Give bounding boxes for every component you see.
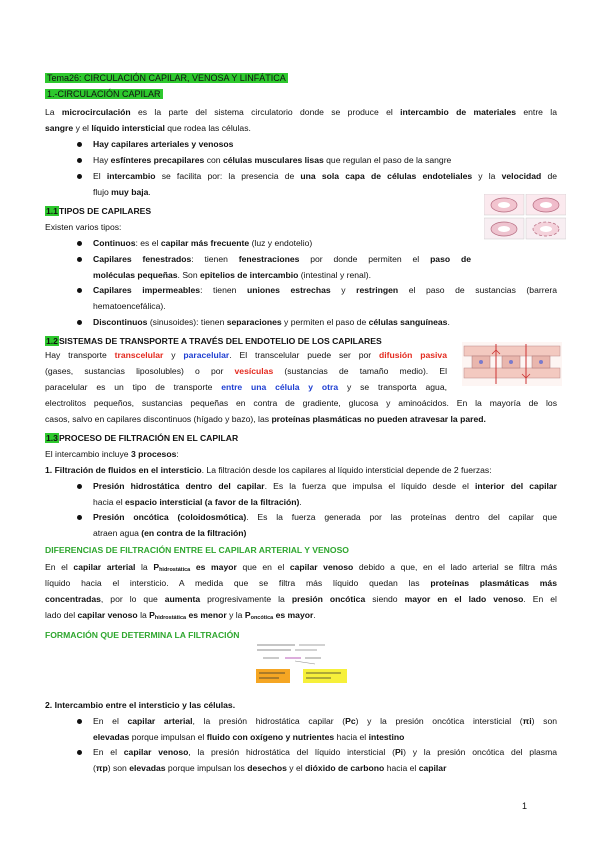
type-fenestrados: Capilares fenestrados: tienen fenestraciones por donde permiten el paso de	[93, 254, 471, 264]
intro-line-2: sangre y el líquido intersticial que rodea las células.	[45, 123, 251, 133]
bullet-text: El intercambio se facilita por: la presencia de una sola capa de células endoteliales y la velocidad de	[93, 171, 558, 181]
exchange-venoso-cont: (πp) son elevadas porque impulsan los desechos y el dióxido de carbono hacia el capilar	[93, 763, 447, 773]
filtration-intro: El intercambio incluye 3 procesos:	[45, 449, 179, 459]
bullet-dot	[77, 750, 82, 755]
intro-line-1: La microcirculación es la parte del sistema circulatorio donde se produce el intercambio de materiales entre la	[45, 107, 557, 117]
transport-line-3: paracelular es un tipo de transporte entre una célula y otra y se transporta agua,	[45, 382, 447, 392]
section-1-1-heading: 1.1TIPOS DE CAPILARES	[46, 206, 152, 216]
filtration-process-1: 1. Filtración de fluidos en el intersticio. La filtración desde los capilares al líquido intersticial depende de 2 fuerzas:	[45, 465, 492, 475]
bullet-text: Hay capilares arteriales y venosos	[93, 139, 234, 149]
bullet-text-cont: flujo muy baja.	[93, 187, 151, 197]
transport-line-1: Hay transporte transcelular y paracelular. El transcelular puede ser por difusión pasiva	[45, 350, 447, 360]
section-title: 1.-CIRCULACIÓN CAPILAR	[47, 89, 161, 99]
bullet-dot	[77, 320, 82, 325]
force-oncotica: Presión oncótica (coloidosmótica). Es la fuerza generada por las proteínas dentro del capilar que	[93, 512, 557, 522]
capillary-types-figure	[484, 194, 566, 240]
exchange-heading: 2. Intercambio entre el intersticio y las células.	[45, 700, 236, 710]
transport-line-2: (gases, sustancias liposolubles) o por vesículas (sustancias de tamaño medio). El	[45, 366, 447, 376]
differences-line-3: concentradas, por lo que aumenta progresivamente la presión oncótica siendo mayor en el lado venoso. En el	[45, 594, 557, 604]
type-fenestrados-cont: moléculas pequeñas. Son epitelios de intercambio (intestinal y renal).	[93, 270, 371, 280]
transport-line-4: electrolitos pequeños, sustancias pequeñas en contra de gradiente, glucosa y aminoácidos. En la mayoría de los	[45, 398, 557, 408]
force-hidrostatica: Presión hidrostática dentro del capilar. Es la fuerza que impulsa el líquido desde el interior del capilar	[93, 481, 557, 491]
bullet-dot	[77, 288, 82, 293]
type-impermeables: Capilares impermeables: tienen uniones estrechas y restringen el paso de sustancias (barrera	[93, 285, 558, 295]
bullet-dot	[77, 174, 82, 179]
bullet-dot	[77, 142, 82, 147]
transport-line-5: casos, salvo en capilares discontinuos (hígado y bazo), las proteínas plasmáticas no pueden atravesar la pared.	[45, 414, 486, 424]
force-hidrostatica-cont: hacia el espacio intersticial (a favor de la filtración).	[93, 497, 302, 507]
bullet-dot	[77, 719, 82, 724]
force-oncotica-cont: atraen agua (en contra de la filtración)	[93, 528, 247, 538]
section-1-2-heading: 1.2SISTEMAS DE TRANSPORTE A TRAVÉS DEL ENDOTELIO DE LOS CAPILARES	[46, 336, 382, 346]
type-continuos: Continuos: es el capilar más frecuente (luz y endotelio)	[93, 238, 313, 248]
exchange-arterial-cont: elevadas porque impulsan el fluido con oxígeno y nutrientes hacia el intestino	[93, 732, 405, 742]
differences-line-4: lado del capilar venoso la $P_{hidrostática}$ es menor y la $P_{oncótica}$ es mayor.	[45, 610, 316, 621]
exchange-venoso: En el capilar venoso, la presión hidrostática del líquido intersticial (Pi) y la presión oncótica del plasma	[93, 747, 558, 757]
bullet-dot	[77, 158, 82, 163]
bullet-dot	[77, 241, 82, 246]
topic-title: Tema26: CIRCULACIÓN CAPILAR, VENOSA Y LINFÁTICA	[47, 73, 286, 83]
type-impermeables-cont: hematoencefálica).	[93, 301, 166, 311]
differences-line-1: En el capilar arterial la $P_{hidrostática}$ es mayor que en el capilar venoso debido a que, en el lado arterial se filtra más	[45, 562, 557, 573]
differences-title: DIFERENCIAS DE FILTRACIÓN ENTRE EL CAPILAR ARTERIAL Y VENOSO	[45, 545, 349, 555]
bullet-dot	[77, 257, 82, 262]
differences-line-2: líquido hacia el intersticio. A medida que se filtra más líquido quedan las proteínas plasmáticas más	[45, 578, 557, 588]
bullet-dot	[77, 484, 82, 489]
types-intro: Existen varios tipos:	[45, 222, 122, 232]
section-1-3-heading: 1.3PROCESO DE FILTRACIÓN EN EL CAPILAR	[46, 433, 239, 443]
page-number: 1	[522, 801, 528, 811]
type-discontinuos: Discontinuos (sinusoides): tienen separaciones y permiten el paso de células sanguíneas.	[93, 317, 450, 327]
exchange-arterial: En el capilar arterial, la presión hidrostática capilar (Pc) y la presión oncótica intersticial (πi) son	[93, 716, 558, 726]
filtration-formula-figure	[255, 641, 351, 687]
bullet-dot	[77, 515, 82, 520]
formation-title: FORMACIÓN QUE DETERMINA LA FILTRACIÓN	[45, 630, 240, 640]
transport-figure	[462, 342, 562, 386]
bullet-text: Hay esfínteres precapilares con células musculares lisas que regulan el paso de la sangre	[93, 155, 452, 165]
